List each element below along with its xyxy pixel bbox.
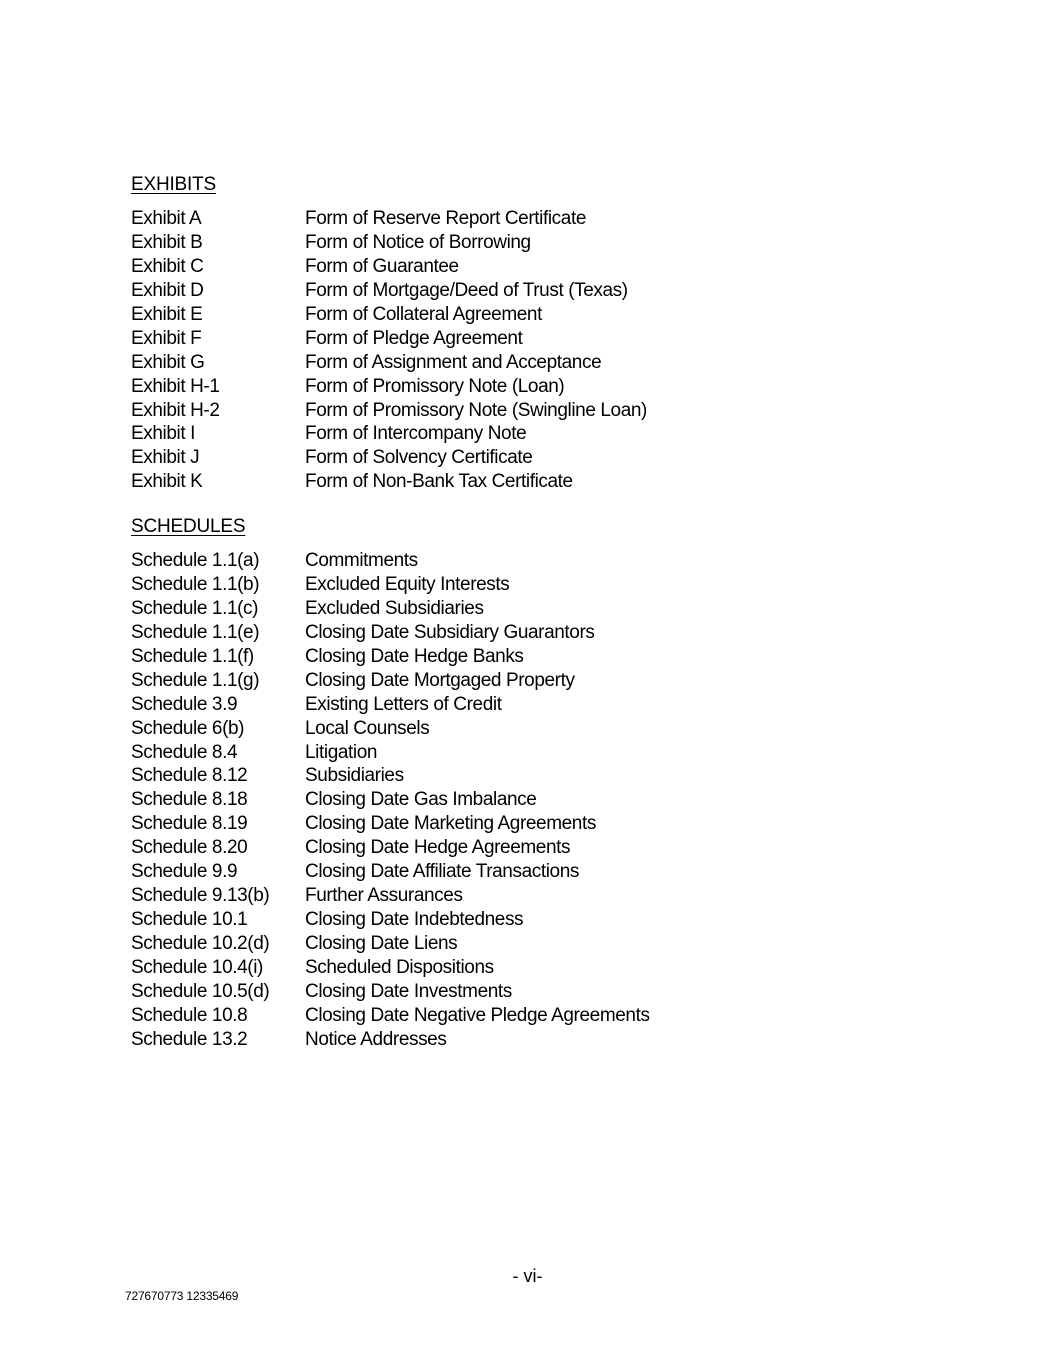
schedule-code: Schedule 10.5(d) — [131, 980, 270, 1002]
schedule-code: Schedule 9.9 — [131, 861, 238, 883]
exhibit-code: Exhibit I — [131, 423, 195, 445]
schedule-code: Schedule 8.12 — [131, 765, 248, 787]
schedule-title: Closing Date Negative Pledge Agreements — [305, 1004, 650, 1026]
exhibit-code: Exhibit C — [131, 255, 204, 277]
exhibit-code: Exhibit A — [131, 208, 202, 229]
exhibit-code: Exhibit J — [131, 447, 200, 469]
schedule-title: Existing Letters of Credit — [305, 693, 502, 715]
schedule-title: Closing Date Subsidiary Guarantors — [305, 621, 595, 643]
exhibit-title: Form of Mortgage/Deed of Trust (Texas) — [305, 279, 628, 301]
schedule-code: Schedule 1.1(c) — [131, 597, 259, 619]
schedule-code: Schedule 8.4 — [131, 741, 238, 763]
schedules-heading: SCHEDULES — [131, 516, 246, 537]
schedule-title: Closing Date Investments — [305, 980, 512, 1002]
schedule-title: Notice Addresses — [305, 1028, 447, 1050]
exhibit-code: Exhibit K — [131, 471, 203, 493]
exhibit-code: Exhibit G — [131, 351, 205, 373]
exhibit-title: Form of Promissory Note (Swingline Loan) — [305, 399, 647, 421]
exhibit-title: Form of Non-Bank Tax Certificate — [305, 471, 573, 493]
schedule-code: Schedule 1.1(f) — [131, 645, 254, 667]
schedule-code: Schedule 8.19 — [131, 813, 248, 835]
schedule-title: Closing Date Marketing Agreements — [305, 813, 596, 835]
page-number: - vi- — [512, 1266, 543, 1286]
schedule-code: Schedule 6(b) — [131, 717, 245, 739]
exhibit-code: Exhibit H-1 — [131, 375, 220, 397]
schedule-title: Closing Date Liens — [305, 933, 458, 954]
exhibit-title: Form of Intercompany Note — [305, 423, 527, 445]
exhibit-title: Form of Collateral Agreement — [305, 303, 542, 325]
exhibit-title: Form of Reserve Report Certificate — [305, 208, 586, 229]
schedule-code: Schedule 10.2(d) — [131, 933, 270, 954]
exhibit-code: Exhibit F — [131, 327, 202, 349]
schedule-title: Further Assurances — [305, 885, 463, 907]
schedule-code: Schedule 10.4(i) — [131, 956, 263, 978]
schedule-title: Closing Date Affiliate Transactions — [305, 861, 579, 883]
schedule-code: Schedule 13.2 — [131, 1028, 248, 1050]
exhibit-title: Form of Notice of Borrowing — [305, 231, 531, 253]
exhibit-title: Form of Assignment and Acceptance — [305, 351, 602, 373]
schedule-title: Closing Date Indebtedness — [305, 909, 524, 931]
exhibit-code: Exhibit D — [131, 279, 204, 301]
document-id: 727670773 12335469 — [125, 1289, 239, 1303]
exhibit-title: Form of Pledge Agreement — [305, 327, 523, 349]
schedule-title: Litigation — [305, 741, 378, 763]
schedule-title: Commitments — [305, 550, 418, 571]
exhibit-title: Form of Promissory Note (Loan) — [305, 375, 565, 397]
schedule-code: Schedule 1.1(g) — [131, 669, 260, 691]
schedule-code: Schedule 8.18 — [131, 789, 248, 811]
schedule-code: Schedule 1.1(a) — [131, 550, 260, 571]
schedule-title: Excluded Subsidiaries — [305, 597, 484, 619]
schedule-code: Schedule 1.1(b) — [131, 573, 260, 595]
schedule-code: Schedule 9.13(b) — [131, 885, 270, 907]
schedule-title: Excluded Equity Interests — [305, 573, 510, 595]
exhibits-heading: EXHIBITS — [131, 174, 216, 195]
exhibit-title: Form of Guarantee — [305, 255, 459, 277]
exhibit-code: Exhibit B — [131, 231, 203, 253]
schedule-title: Closing Date Gas Imbalance — [305, 789, 537, 811]
schedule-code: Schedule 10.8 — [131, 1004, 248, 1026]
schedule-title: Closing Date Mortgaged Property — [305, 669, 575, 691]
exhibit-title: Form of Solvency Certificate — [305, 447, 533, 469]
schedule-code: Schedule 1.1(e) — [131, 621, 260, 643]
schedule-title: Closing Date Hedge Banks — [305, 645, 524, 667]
schedule-title: Scheduled Dispositions — [305, 956, 494, 978]
schedule-title: Local Counsels — [305, 717, 430, 739]
schedule-code: Schedule 3.9 — [131, 693, 238, 715]
exhibit-code: Exhibit E — [131, 303, 203, 325]
schedule-code: Schedule 8.20 — [131, 837, 248, 859]
schedule-code: Schedule 10.1 — [131, 909, 248, 931]
schedule-title: Subsidiaries — [305, 765, 404, 787]
schedule-title: Closing Date Hedge Agreements — [305, 837, 571, 859]
exhibit-code: Exhibit H-2 — [131, 399, 220, 421]
